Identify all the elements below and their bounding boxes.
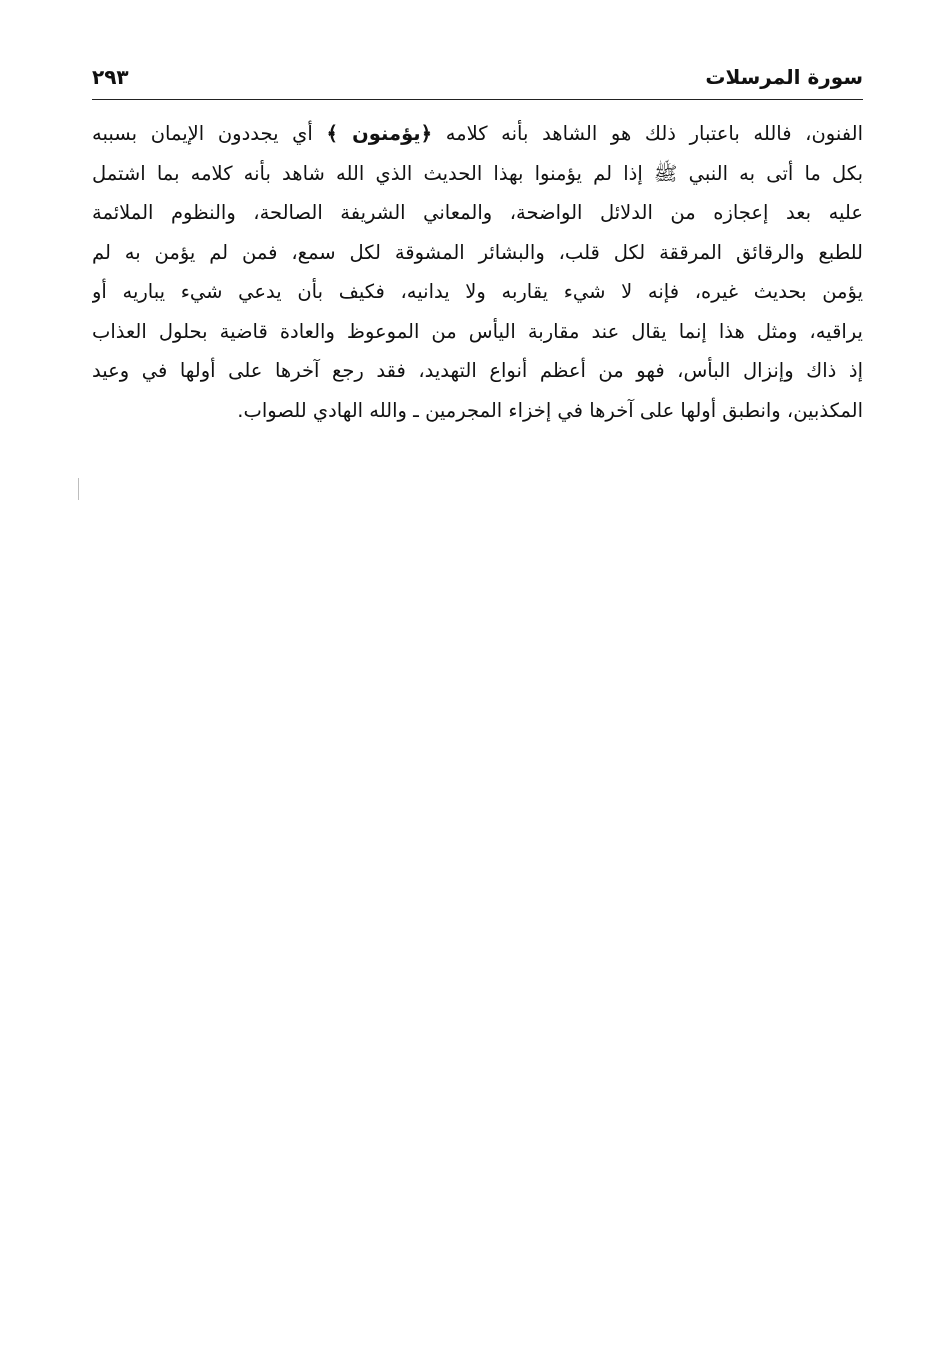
page-number: ٢٩٣	[92, 65, 129, 89]
header-rule	[92, 99, 863, 100]
running-header	[92, 62, 863, 92]
quranic-quote: ﴿يؤمنون ﴾	[326, 122, 433, 145]
text-line-6: يراقيه، ومثل هذا إنما يقال عند مقاربة اليأس من الموعوظ والعادة قاضية بحلول العذاب	[92, 319, 863, 343]
text-line-4: للطبع والرقائق المرققة لكل قلب، والبشائر المشوقة لكل سمع، فمن لم يؤمن به لم	[92, 240, 863, 264]
text-line-3: عليه بعد إعجازه من الدلائل الواضحة، والمعاني الشريفة الصالحة، والنظوم الملائمة	[92, 201, 863, 224]
body-paragraph	[92, 114, 863, 430]
scan-margin-mark	[78, 478, 79, 500]
line-1-text-before-quote: الفنون، فالله باعتبار ذلك هو الشاهد بأنه كلامه	[432, 122, 863, 145]
line-1-text-after-quote: أي يجددون الإيمان بسببه	[92, 122, 327, 145]
surah-title: سورة المرسلات	[705, 65, 863, 89]
text-line-7: إذ ذاك وإنزال البأس، فهو من أعظم أنواع التهديد، فقد رجع آخرها على أولها في وعيد	[92, 359, 863, 382]
text-line-8: المكذبين، وانطبق أولها على آخرها في إخزاء المجرمين ـ والله الهادي للصواب.	[237, 398, 863, 422]
text-line-1	[92, 114, 863, 154]
text-line-2: بكل ما أتى به النبي ﷺ إذا لم يؤمنوا بهذا الحديث الذي الله شاهد بأنه كلامه بما اشتمل	[92, 161, 863, 185]
text-line-5: يؤمن بحديث غيره، فإنه لا شيء يقاربه ولا يدانيه، فكيف بأن يدعي شيء يباريه أو	[92, 280, 863, 303]
